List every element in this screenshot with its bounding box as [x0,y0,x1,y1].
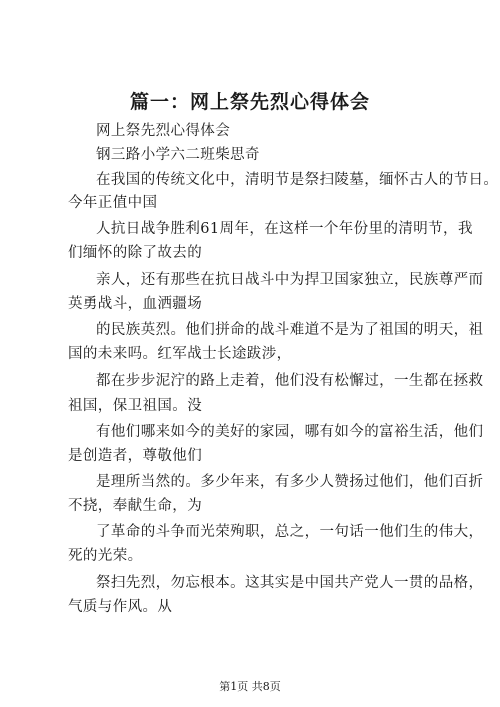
body-text-line: 国的未来吗。红军战士长途跋涉， [68,346,292,362]
body-text-line: 英勇战斗，血洒疆场 [68,296,203,312]
body-text-line: 不挠，奉献生命，为 [68,498,203,514]
body-text-line: 都在步步泥泞的路上走着，他们没有松懈过，一生都在拯救 [96,373,484,389]
body-text-line: 的民族英烈。他们拼命的战斗难道不是为了祖国的明天，祖 [96,322,484,338]
body-text-line: 们缅怀的除了故去的 [68,245,203,261]
body-text-line: 了革命的斗争而光荣殉职，总之，一句话一他们生的伟大， [96,524,484,540]
body-text-line: 今年正值中国 [68,195,158,211]
document-title: 篇一：网上祭先烈心得体会 [129,91,370,113]
body-text-line: 祖国，保卫祖国。没 [68,398,203,414]
body-text-line: 人抗日战争胜利61周年，在这样一个年份里的清明节，我 [96,221,473,237]
body-text-line: 气质与作风。从 [68,599,173,615]
body-text-line: 祭扫先烈，勿忘根本。这其实是中国共产党人一贯的品格， [96,575,484,591]
body-text-line: 在我国的传统文化中，清明节是祭扫陵墓，缅怀古人的节日。 [96,172,499,188]
page-number-footer: 第1页 共8页 [219,680,281,693]
body-text-line: 是创造者，尊敬他们 [68,448,203,464]
author-line: 钢三路小学六二班柴思奇 [96,147,260,163]
subtitle-line: 网上祭先烈心得体会 [96,123,231,139]
body-text-line: 亲人，还有那些在抗日战斗中为捍卫国家独立，民族尊严而 [96,272,484,288]
body-text-line: 有他们哪来如今的美好的家园，哪有如今的富裕生活，他们 [96,424,484,440]
body-text-line: 是理所当然的。多少年来，有多少人赞扬过他们，他们百折 [96,474,484,490]
body-text-line: 死的光荣。 [68,548,143,564]
